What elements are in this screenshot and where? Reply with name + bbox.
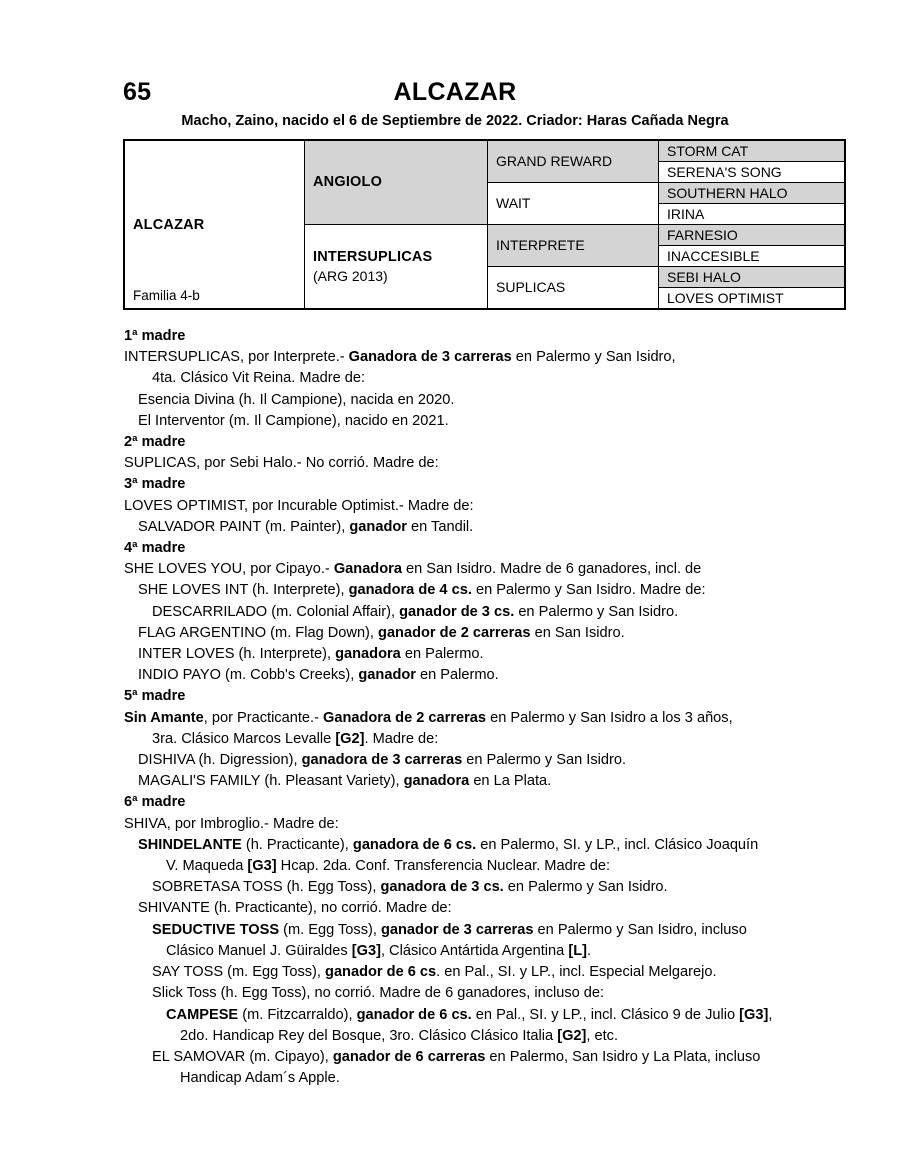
pedigree-line [124, 580, 900, 601]
emphasis-text: SHINDELANTE [138, 836, 242, 853]
plain-text: SHE LOVES YOU, por Cipayo.- [124, 561, 334, 578]
plain-text: SAY TOSS (m. Egg Toss), [152, 964, 326, 981]
plain-text: en Palermo, San Isidro y La Plata, incluso [485, 1048, 761, 1065]
pedigree-dam-cell [305, 225, 488, 310]
emphasis-text: ganador de 3 carreras [380, 921, 534, 938]
plain-text: , etc. [586, 1027, 619, 1044]
plain-text: Esencia Divina (h. Il Campione), nacida en 2020. [138, 391, 455, 408]
generation-heading: 2ª madre [124, 434, 186, 451]
pedigree-sire-cell [305, 140, 488, 225]
emphasis-text: ganadora de 3 carreras [301, 752, 463, 769]
pedigree-sire-dam-dam-cell: IRINA [659, 204, 846, 225]
emphasis-text: ganador [349, 518, 407, 535]
pedigree-line [124, 856, 900, 877]
plain-text: en La Plata. [469, 773, 552, 790]
plain-text: (m. Egg Toss), [279, 921, 381, 938]
plain-text: en Palermo y San Isidro. Madre de: [471, 582, 706, 599]
pedigree-line [124, 941, 900, 962]
plain-text: 2do. Handicap Rey del Bosque, 3ro. Clásico Clásico Italia [180, 1027, 558, 1044]
plain-text: SOBRETASA TOSS (h. Egg Toss), [152, 879, 381, 896]
horse-description: Macho, Zaino, nacido el 6 de Septiembre de 2022. Criador: Haras Cañada Negra [181, 113, 729, 129]
pedigree-line [124, 559, 900, 580]
pedigree-line [124, 771, 900, 792]
plain-text: SUPLICAS, por Sebi Halo.- No corrió. Madre de: [124, 455, 439, 472]
plain-text: Clásico Manuel J. Güiraldes [166, 942, 352, 959]
emphasis-text: [G3] [351, 942, 381, 959]
pedigree-line [124, 496, 900, 517]
generation-heading: 1ª madre [124, 328, 186, 344]
pedigree-line [124, 368, 900, 389]
emphasis-text: CAMPESE [166, 1006, 239, 1023]
emphasis-text: ganador de 3 cs. [399, 603, 515, 620]
table-row [124, 140, 845, 162]
pedigree-line [124, 453, 900, 474]
pedigree-dam-dam-cell: SUPLICAS [488, 267, 659, 310]
emphasis-text: [G3] [739, 1006, 769, 1023]
pedigree-narrative [0, 326, 900, 1089]
generation-heading: 4ª madre [124, 540, 186, 557]
plain-text: DISHIVA (h. Digression), [138, 752, 302, 769]
plain-text: , Clásico Antártida Argentina [380, 942, 569, 959]
plain-text: 4ta. Clásico Vit Reina. Madre de: [152, 370, 366, 387]
emphasis-text: [L] [568, 942, 587, 959]
pedigree-line [124, 1026, 900, 1047]
plain-text: en San Isidro. [530, 624, 625, 641]
plain-text: V. Maqueda [166, 858, 248, 875]
plain-text: EL SAMOVAR (m. Cipayo), [152, 1048, 333, 1065]
emphasis-text: Sin Amante [124, 709, 204, 726]
emphasis-text: [G2] [335, 730, 365, 747]
pedigree-line [124, 1047, 900, 1068]
pedigree-line [124, 1068, 900, 1089]
plain-text: . en Pal., SI. y LP., incl. Especial Melgarejo. [436, 964, 717, 981]
pedigree-subject-name: ALCAZAR [133, 216, 205, 233]
pedigree-line [124, 411, 900, 432]
hip-number: 65 [123, 78, 152, 106]
emphasis-text: ganadora [403, 773, 470, 790]
plain-text: , [768, 1006, 773, 1023]
plain-text: en Palermo y San Isidro a los 3 años, [486, 709, 733, 726]
emphasis-text: SEDUCTIVE TOSS [152, 921, 280, 938]
pedigree-dam-dam-dam-cell: LOVES OPTIMIST [659, 288, 846, 310]
plain-text: en Palermo. [400, 646, 484, 663]
pedigree-line [124, 920, 900, 941]
plain-text: INTERSUPLICAS, por Interprete.- [124, 349, 349, 366]
plain-text: . [586, 942, 592, 959]
plain-text: en Palermo y San Isidro. [462, 752, 627, 769]
plain-text: SHE LOVES INT (h. Interprete), [138, 582, 349, 599]
plain-text: El Interventor (m. Il Campione), nacido en 2021. [138, 412, 449, 429]
pedigree-sire-dam-cell: WAIT [488, 183, 659, 225]
emphasis-text: ganador [358, 667, 416, 684]
emphasis-text: ganadora de 6 cs. [352, 836, 477, 853]
pedigree-line [124, 347, 900, 368]
plain-text: Handicap Adam´s Apple. [180, 1070, 340, 1087]
pedigree-dam-sire-dam-cell: INACCESIBLE [659, 246, 846, 267]
plain-text: en Tandil. [406, 518, 474, 535]
plain-text: en Palermo y San Isidro. [514, 603, 679, 620]
plain-text: Hcap. 2da. Conf. Transferencia Nuclear. Madre de: [276, 858, 611, 875]
pedigree-subject-cell [124, 140, 305, 309]
pedigree-dam-name: INTERSUPLICAS [313, 248, 433, 265]
pedigree-line [124, 814, 900, 835]
plain-text: DESCARRILADO (m. Colonial Affair), [152, 603, 400, 620]
plain-text: (h. Practicante), [241, 836, 353, 853]
plain-text: (m. Fitzcarraldo), [238, 1006, 357, 1023]
pedigree-line [124, 1005, 900, 1026]
pedigree-table-wrapper [123, 139, 788, 310]
emphasis-text: [G3] [247, 858, 277, 875]
emphasis-text: ganadora [335, 646, 401, 663]
pedigree-family-label: Familia 4-b [133, 288, 200, 303]
page-header [0, 0, 900, 130]
pedigree-line [124, 898, 900, 919]
pedigree-dam-sire-sire-cell: FARNESIO [659, 225, 846, 246]
pedigree-sire-sire-dam-cell: SERENA'S SONG [659, 162, 846, 183]
generation-heading: 6ª madre [124, 794, 186, 811]
plain-text: en Pal., SI. y LP., incl. Clásico 9 de Julio [471, 1006, 740, 1023]
emphasis-text: ganador de 6 cs [325, 964, 437, 981]
plain-text: en Palermo, SI. y LP., incl. Clásico Joaquín [476, 836, 759, 853]
plain-text: . Madre de: [364, 730, 439, 747]
pedigree-line [124, 835, 900, 856]
pedigree-table [123, 139, 846, 310]
plain-text: LOVES OPTIMIST, por Incurable Optimist.- Madre de: [124, 497, 474, 514]
pedigree-line [124, 602, 900, 623]
plain-text: en San Isidro. Madre de 6 ganadores, incl. de [401, 561, 702, 578]
pedigree-sire-name: ANGIOLO [313, 174, 383, 190]
plain-text: en Palermo y San Isidro, [511, 349, 676, 366]
plain-text: FLAG ARGENTINO (m. Flag Down), [138, 624, 379, 641]
pedigree-line [124, 644, 900, 665]
emphasis-text: Ganadora [333, 561, 402, 578]
page-title: ALCAZAR [393, 78, 517, 106]
plain-text: en Palermo y San Isidro, incluso [533, 921, 747, 938]
pedigree-line [124, 517, 900, 538]
pedigree-line [124, 750, 900, 771]
pedigree-line [124, 623, 900, 644]
emphasis-text: ganador de 2 carreras [378, 624, 531, 641]
plain-text: , por Practicante.- [203, 709, 323, 726]
emphasis-text: ganadora de 3 cs. [380, 879, 504, 896]
pedigree-line [124, 962, 900, 983]
pedigree-sire-sire-sire-cell: STORM CAT [659, 140, 846, 162]
pedigree-line [124, 390, 900, 411]
plain-text: 3ra. Clásico Marcos Levalle [152, 730, 336, 747]
plain-text: Slick Toss (h. Egg Toss), no corrió. Madre de 6 ganadores, incluso de: [152, 985, 605, 1002]
emphasis-text: ganador de 6 cs. [356, 1006, 472, 1023]
pedigree-line [124, 983, 900, 1004]
plain-text: SHIVANTE (h. Practicante), no corrió. Madre de: [138, 900, 452, 917]
emphasis-text: ganadora de 4 cs. [348, 582, 472, 599]
pedigree-line [124, 877, 900, 898]
emphasis-text: Ganadora de 2 carreras [322, 709, 487, 726]
plain-text: INDIO PAYO (m. Cobb's Creeks), [138, 667, 359, 684]
emphasis-text: Ganadora de 3 carreras [348, 349, 512, 366]
plain-text: MAGALI'S FAMILY (h. Pleasant Variety), [138, 773, 404, 790]
plain-text: INTER LOVES (h. Interprete), [138, 646, 336, 663]
plain-text: SALVADOR PAINT (m. Painter), [138, 518, 350, 535]
emphasis-text: ganador de 6 carreras [332, 1048, 486, 1065]
plain-text: en Palermo y San Isidro. [503, 879, 668, 896]
pedigree-line [124, 708, 900, 729]
pedigree-dam-sire-cell: INTERPRETE [488, 225, 659, 267]
pedigree-line [124, 729, 900, 750]
pedigree-sire-sire-cell: GRAND REWARD [488, 140, 659, 183]
pedigree-line [124, 665, 900, 686]
generation-heading: 3ª madre [124, 476, 186, 493]
pedigree-dam-dam-sire-cell: SEBI HALO [659, 267, 846, 288]
pedigree-sire-dam-sire-cell: SOUTHERN HALO [659, 183, 846, 204]
plain-text: en Palermo. [415, 667, 499, 684]
plain-text: SHIVA, por Imbroglio.- Madre de: [124, 815, 339, 832]
emphasis-text: [G2] [557, 1027, 587, 1044]
generation-heading: 5ª madre [124, 688, 186, 705]
pedigree-dam-origin: (ARG 2013) [313, 267, 388, 284]
